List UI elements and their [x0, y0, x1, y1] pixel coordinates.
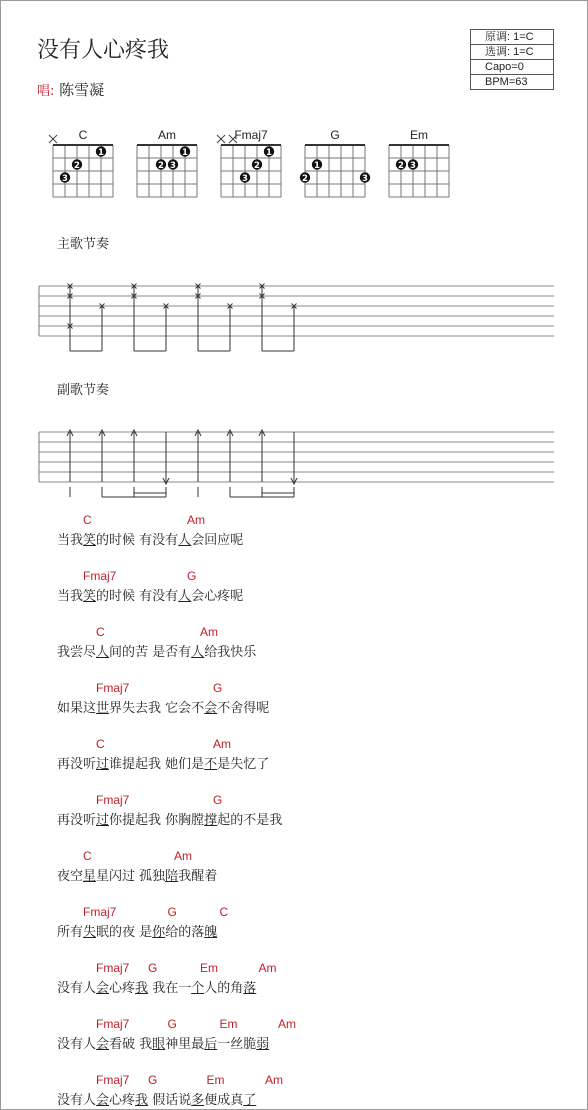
lyric-text [57, 977, 256, 996]
chord-marker: G [167, 905, 177, 919]
lyric-segment: 再没听 [57, 757, 97, 772]
accented-syllable: 魄 [204, 925, 218, 940]
lyric-text [57, 585, 243, 604]
lyric-segment: 眠的夜 是 [96, 925, 153, 940]
chord-marker: C [83, 513, 92, 527]
finger-number: 1 [98, 147, 104, 158]
accented-syllable: 陪 [165, 869, 179, 884]
chord-marker: C [96, 625, 105, 639]
finger-number: 2 [158, 160, 164, 171]
accented-syllable: 我 [135, 981, 149, 996]
lyric-segment: 一丝脆 [217, 1037, 257, 1052]
lyric-text [57, 641, 256, 660]
chord-marker: Em [206, 1073, 225, 1087]
finger-number: 2 [74, 160, 80, 171]
lyric-segment: 是失忆了 [217, 757, 270, 772]
accented-syllable: 个 [191, 981, 205, 996]
accented-syllable: 落 [243, 981, 257, 996]
accented-syllable: 人 [178, 589, 192, 604]
chord-marker: Am [174, 849, 192, 863]
chord-marker: Am [213, 737, 231, 751]
capo: Capo=0 [471, 60, 554, 75]
lyric-segment: 没有人 [57, 981, 97, 996]
chord-marker: Am [265, 1073, 283, 1087]
lyric-segment: 便成真 [204, 1093, 244, 1108]
lyric-segment: 我醒着 [178, 869, 218, 884]
chord-marker: G [148, 1073, 158, 1087]
chord-marker: Am [187, 513, 205, 527]
lyric-segment: 给我快乐 [204, 645, 257, 660]
chord-diagram-G [300, 128, 370, 197]
lyric-text [57, 809, 282, 828]
chord-marker: Am [258, 961, 277, 975]
chorus-rhythm-tab [1, 425, 588, 505]
finger-number: 3 [170, 160, 176, 171]
lyric-segment: 所有 [57, 925, 84, 940]
chord-marker: Fmaj7 [83, 905, 117, 919]
chord-marker: G [187, 569, 197, 583]
accented-syllable: 我 [135, 1093, 149, 1108]
lyric-segment: 再没听 [57, 813, 97, 828]
chord-marker: Fmaj7 [96, 681, 130, 695]
accented-syllable: 笑 [83, 589, 97, 604]
accented-syllable: 世 [96, 701, 110, 716]
chord-marker: G [213, 681, 223, 695]
lyric-segment: 的时候 有没有 [96, 589, 179, 604]
song-title: 没有人心疼我 [37, 38, 170, 63]
lyric-segment: 如果这 [57, 701, 97, 716]
accented-syllable: 眼 [152, 1037, 166, 1052]
finger-number: 2 [398, 160, 404, 171]
lyric-segment: 你提起我 你胸膛 [109, 813, 205, 828]
lyric-segment: 当我 [57, 589, 84, 604]
accented-syllable: 人 [96, 645, 110, 660]
selected-key: 选调: 1=C [471, 45, 554, 60]
chord-marker: Fmaj7 [96, 961, 130, 975]
accented-syllable: 不 [204, 757, 218, 772]
chord-marker: Em [219, 1017, 238, 1031]
chord-marker: G [213, 793, 223, 807]
accented-syllable: 过 [96, 757, 110, 772]
finger-number: 2 [302, 173, 308, 184]
lyric-segment: 没有人 [57, 1037, 97, 1052]
finger-number: 3 [410, 160, 416, 171]
accented-syllable: 会 [96, 1037, 110, 1052]
chord-diagram-C [49, 128, 113, 197]
chord-name: Am [158, 128, 176, 142]
chord-marker: C [219, 905, 229, 919]
lyric-segment: 起的不是我 [217, 813, 283, 828]
accented-syllable: 会 [204, 701, 218, 716]
finger-number: 3 [62, 173, 68, 184]
accented-syllable: 过 [96, 813, 110, 828]
verse-rhythm-tab [1, 279, 588, 359]
chorus-rhythm-label: 副歌节奏 [57, 383, 110, 398]
accented-syllable: 后 [204, 1037, 218, 1052]
accented-syllable: 人 [191, 645, 205, 660]
chord-marker: G [148, 961, 158, 975]
singer-line [37, 79, 104, 100]
lyric-segment: 界失去我 它会不 [109, 701, 205, 716]
accented-syllable: 星 [83, 869, 97, 884]
accented-syllable: 撑 [204, 813, 218, 828]
finger-number: 2 [254, 160, 260, 171]
lyric-segment: 不舍得呢 [217, 701, 270, 716]
finger-number: 1 [182, 147, 188, 158]
chord-diagram-Am [137, 128, 197, 197]
chord-marker: Am [278, 1017, 296, 1031]
accented-syllable: 你 [152, 925, 166, 940]
accented-syllable: 弱 [256, 1037, 270, 1052]
lyric-segment: 给的落 [165, 925, 205, 940]
accented-syllable: 多 [191, 1093, 205, 1108]
lyric-segment: 的时候 有没有 [96, 533, 179, 548]
key-info-box [470, 29, 554, 90]
lyric-text [57, 529, 243, 548]
chord-diagrams [1, 123, 588, 208]
accented-syllable: 笑 [83, 533, 97, 548]
singer-label: 唱: [37, 84, 55, 99]
lyric-text [57, 1033, 269, 1052]
lyric-segment: 看破 我 [109, 1037, 153, 1052]
lyric-segment: 没有人 [57, 1093, 97, 1108]
lyric-segment: 神里最 [165, 1037, 205, 1052]
lyric-segment: 假话说 [148, 1093, 192, 1108]
lyric-segment: 会回应呢 [191, 533, 244, 548]
chord-marker: G [167, 1017, 177, 1031]
chord-marker: Fmaj7 [83, 569, 117, 583]
chord-marker: Am [200, 625, 218, 639]
lyric-text [57, 1089, 256, 1108]
accented-syllable: 失 [83, 925, 97, 940]
lyric-segment: 我尝尽 [57, 645, 97, 660]
lyric-text [57, 921, 217, 940]
bpm: BPM=63 [471, 75, 554, 90]
lyric-text [57, 865, 217, 884]
lyric-text [57, 753, 269, 772]
chord-marker: Em [200, 961, 218, 975]
finger-number: 3 [362, 173, 368, 184]
chord-name: G [330, 128, 340, 142]
finger-number: 1 [314, 160, 320, 171]
lyric-segment: 人的角 [204, 981, 244, 996]
chord-name: Em [410, 128, 428, 142]
chord-marker: Fmaj7 [96, 793, 130, 807]
chord-marker: Fmaj7 [96, 1017, 130, 1031]
lyric-segment: 星闪过 孤独 [96, 869, 166, 884]
lyric-segment: 夜空 [57, 869, 84, 884]
chord-name: C [78, 128, 88, 142]
accented-syllable: 会 [96, 981, 110, 996]
lyric-segment: 会心疼呢 [191, 589, 244, 604]
finger-number: 3 [242, 173, 248, 184]
original-key: 原调: 1=C [471, 30, 554, 45]
lyric-segment: 心疼 [109, 981, 136, 996]
chord-diagram-Fmaj7 [217, 128, 281, 197]
accented-syllable: 了 [243, 1093, 257, 1108]
lyric-segment: 我在一 [148, 981, 192, 996]
chord-marker: Fmaj7 [96, 1073, 130, 1087]
accented-syllable: 人 [178, 533, 192, 548]
lyric-text [57, 697, 269, 716]
chord-diagram-Em [389, 128, 449, 197]
finger-number: 1 [266, 147, 272, 158]
lyric-segment: 间的苦 是否有 [109, 645, 192, 660]
accented-syllable: 会 [96, 1093, 110, 1108]
lyric-segment: 谁提起我 她们是 [109, 757, 205, 772]
chord-marker: C [96, 737, 105, 751]
singer-name: 陈雪凝 [59, 81, 105, 99]
chord-marker: C [83, 849, 92, 863]
lyric-segment: 心疼 [109, 1093, 136, 1108]
chord-name: Fmaj7 [234, 128, 268, 142]
verse-rhythm-label: 主歌节奏 [57, 237, 110, 252]
lyric-segment: 当我 [57, 533, 84, 548]
